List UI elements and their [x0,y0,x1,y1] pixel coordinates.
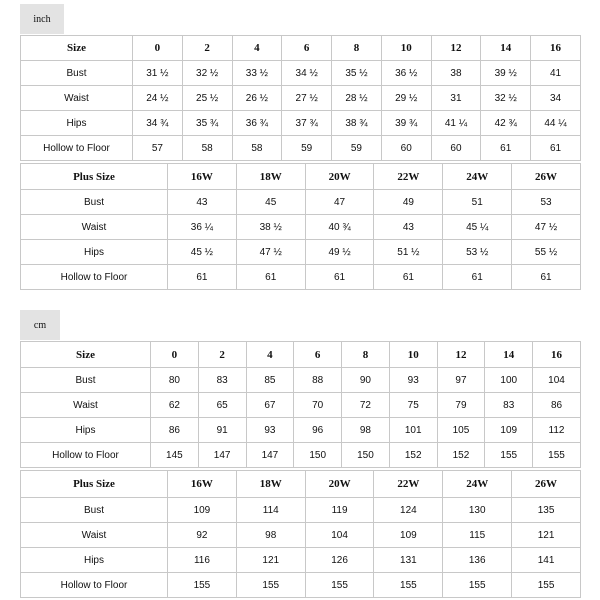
table-cell: 34 ¾ [133,111,183,136]
row-label: Hips [21,111,133,136]
table-cell: 155 [168,573,237,598]
table-cell: 155 [512,573,581,598]
table-row-hollow-to-floor [21,136,581,161]
table-cell: 72 [342,393,390,418]
table-header-row [21,342,581,368]
table-cell: 104 [533,368,581,393]
table-cell: 51 [443,190,512,215]
table-cell: 39 ¾ [381,111,431,136]
table-row-hips [21,111,581,136]
table-cell: 37 ¾ [282,111,332,136]
row-label: Waist [21,523,168,548]
table-cell: 152 [389,443,437,468]
table-cell: 41 ¼ [431,111,481,136]
table-cell: 61 [512,265,581,290]
table-cell: 36 ½ [381,61,431,86]
table-row-hollow-to-floor [21,443,581,468]
table-cell: 57 [133,136,183,161]
table-header-row [21,164,581,190]
table-cell: 59 [282,136,332,161]
size-column-header-10: 10 [389,342,437,368]
table-cell: 121 [512,523,581,548]
size-column-header-14: 14 [485,342,533,368]
table-cell: 38 ¾ [332,111,382,136]
table-row-waist [21,393,581,418]
cm-standard-size-table [20,341,581,468]
table-cell: 55 ½ [512,240,581,265]
table-cell: 155 [443,573,512,598]
table-header-row [21,471,581,498]
table-cell: 86 [151,418,199,443]
table-cell: 119 [305,498,374,523]
table-row-waist [21,523,581,548]
table-cell: 53 [512,190,581,215]
table-cell: 112 [533,418,581,443]
table-cell: 31 [431,86,481,111]
size-column-header-22w: 22W [374,471,443,498]
size-column-header-24w: 24W [443,164,512,190]
table-cell: 85 [246,368,294,393]
table-cell: 116 [168,548,237,573]
size-column-header-12: 12 [431,36,481,61]
table-cell: 42 ¾ [481,111,531,136]
table-cell: 38 ½ [236,215,305,240]
table-header-row [21,36,581,61]
row-label: Waist [21,86,133,111]
table-cell: 31 ½ [133,61,183,86]
table-row-hollow-to-floor [21,573,581,598]
table-cell: 90 [342,368,390,393]
table-cell: 109 [485,418,533,443]
table-row-bust [21,190,581,215]
table-cell: 47 ½ [512,215,581,240]
table-cell: 126 [305,548,374,573]
size-column-header-14: 14 [481,36,531,61]
table-cell: 88 [294,368,342,393]
table-cell: 34 ½ [282,61,332,86]
table-cell: 155 [374,573,443,598]
size-column-header-2: 2 [198,342,246,368]
table-header-label: Size [21,342,151,368]
table-cell: 155 [236,573,305,598]
table-cell: 98 [342,418,390,443]
table-cell: 135 [512,498,581,523]
table-cell: 70 [294,393,342,418]
table-row-bust [21,61,581,86]
table-cell: 61 [531,136,581,161]
table-cell: 104 [305,523,374,548]
table-cell: 36 ¼ [168,215,237,240]
table-cell: 25 ½ [182,86,232,111]
row-label: Waist [21,215,168,240]
table-cell: 124 [374,498,443,523]
table-cell: 75 [389,393,437,418]
table-cell: 59 [332,136,382,161]
table-row-hips [21,418,581,443]
table-cell: 65 [198,393,246,418]
table-cell: 58 [232,136,282,161]
table-cell: 155 [485,443,533,468]
table-cell: 155 [533,443,581,468]
size-column-header-22w: 22W [374,164,443,190]
table-cell: 62 [151,393,199,418]
size-column-header-26w: 26W [512,164,581,190]
table-cell: 45 ½ [168,240,237,265]
table-cell: 33 ½ [232,61,282,86]
table-cell: 61 [236,265,305,290]
table-cell: 32 ½ [481,86,531,111]
table-cell: 86 [533,393,581,418]
table-cell: 136 [443,548,512,573]
table-cell: 83 [198,368,246,393]
size-column-header-2: 2 [182,36,232,61]
table-cell: 147 [246,443,294,468]
size-column-header-6: 6 [294,342,342,368]
size-column-header-18w: 18W [236,471,305,498]
table-row-hips [21,548,581,573]
table-cell: 141 [512,548,581,573]
table-cell: 51 ½ [374,240,443,265]
table-cell: 115 [443,523,512,548]
table-cell: 61 [481,136,531,161]
table-cell: 131 [374,548,443,573]
table-cell: 43 [374,215,443,240]
table-cell: 27 ½ [282,86,332,111]
table-row-bust [21,368,581,393]
cm-plus-size-table [20,470,581,598]
size-column-header-0: 0 [151,342,199,368]
table-cell: 109 [374,523,443,548]
table-cell: 41 [531,61,581,86]
table-cell: 101 [389,418,437,443]
table-cell: 34 [531,86,581,111]
table-cell: 61 [374,265,443,290]
table-cell: 49 [374,190,443,215]
size-column-header-24w: 24W [443,471,512,498]
table-cell: 43 [168,190,237,215]
table-cell: 44 ¼ [531,111,581,136]
table-cell: 92 [168,523,237,548]
size-column-header-26w: 26W [512,471,581,498]
unit-label-cm: cm [20,310,60,340]
row-label: Hollow to Floor [21,136,133,161]
table-cell: 60 [431,136,481,161]
size-column-header-16w: 16W [168,164,237,190]
table-row-bust [21,498,581,523]
table-header-label: Plus Size [21,164,168,190]
table-cell: 83 [485,393,533,418]
row-label: Hips [21,418,151,443]
table-cell: 80 [151,368,199,393]
table-cell: 45 ¼ [443,215,512,240]
table-cell: 91 [198,418,246,443]
table-cell: 98 [236,523,305,548]
table-row-hollow-to-floor [21,265,581,290]
table-cell: 35 ½ [332,61,382,86]
table-cell: 96 [294,418,342,443]
row-label: Hollow to Floor [21,573,168,598]
unit-label-inch: inch [20,4,64,34]
table-cell: 150 [342,443,390,468]
table-cell: 35 ¾ [182,111,232,136]
table-header-label: Size [21,36,133,61]
row-label: Bust [21,190,168,215]
table-cell: 32 ½ [182,61,232,86]
table-cell: 58 [182,136,232,161]
size-column-header-16: 16 [531,36,581,61]
row-label: Bust [21,368,151,393]
size-column-header-4: 4 [246,342,294,368]
row-label: Hips [21,240,168,265]
row-label: Bust [21,498,168,523]
size-column-header-8: 8 [332,36,382,61]
table-cell: 39 ½ [481,61,531,86]
table-cell: 130 [443,498,512,523]
size-column-header-10: 10 [381,36,431,61]
table-cell: 152 [437,443,485,468]
size-column-header-4: 4 [232,36,282,61]
table-cell: 28 ½ [332,86,382,111]
row-label: Hips [21,548,168,573]
table-cell: 79 [437,393,485,418]
table-cell: 29 ½ [381,86,431,111]
table-cell: 150 [294,443,342,468]
row-label: Hollow to Floor [21,443,151,468]
table-cell: 93 [389,368,437,393]
size-column-header-0: 0 [133,36,183,61]
table-cell: 61 [443,265,512,290]
inch-plus-size-table [20,163,581,290]
table-cell: 26 ½ [232,86,282,111]
table-row-waist [21,215,581,240]
table-cell: 60 [381,136,431,161]
table-cell: 47 [305,190,374,215]
size-column-header-6: 6 [282,36,332,61]
table-cell: 145 [151,443,199,468]
table-cell: 105 [437,418,485,443]
table-cell: 97 [437,368,485,393]
table-cell: 45 [236,190,305,215]
table-cell: 93 [246,418,294,443]
table-row-hips [21,240,581,265]
row-label: Hollow to Floor [21,265,168,290]
row-label: Waist [21,393,151,418]
size-column-header-16w: 16W [168,471,237,498]
table-cell: 121 [236,548,305,573]
table-row-waist [21,86,581,111]
table-header-label: Plus Size [21,471,168,498]
table-cell: 47 ½ [236,240,305,265]
size-column-header-20w: 20W [305,164,374,190]
table-cell: 109 [168,498,237,523]
table-cell: 38 [431,61,481,86]
row-label: Bust [21,61,133,86]
table-cell: 155 [305,573,374,598]
table-cell: 36 ¾ [232,111,282,136]
size-column-header-18w: 18W [236,164,305,190]
size-column-header-16: 16 [533,342,581,368]
table-cell: 40 ¾ [305,215,374,240]
table-cell: 100 [485,368,533,393]
size-column-header-12: 12 [437,342,485,368]
table-cell: 147 [198,443,246,468]
table-cell: 114 [236,498,305,523]
table-cell: 49 ½ [305,240,374,265]
size-column-header-20w: 20W [305,471,374,498]
table-cell: 61 [305,265,374,290]
table-cell: 61 [168,265,237,290]
table-cell: 53 ½ [443,240,512,265]
inch-standard-size-table [20,35,581,161]
size-column-header-8: 8 [342,342,390,368]
table-cell: 67 [246,393,294,418]
table-cell: 24 ½ [133,86,183,111]
